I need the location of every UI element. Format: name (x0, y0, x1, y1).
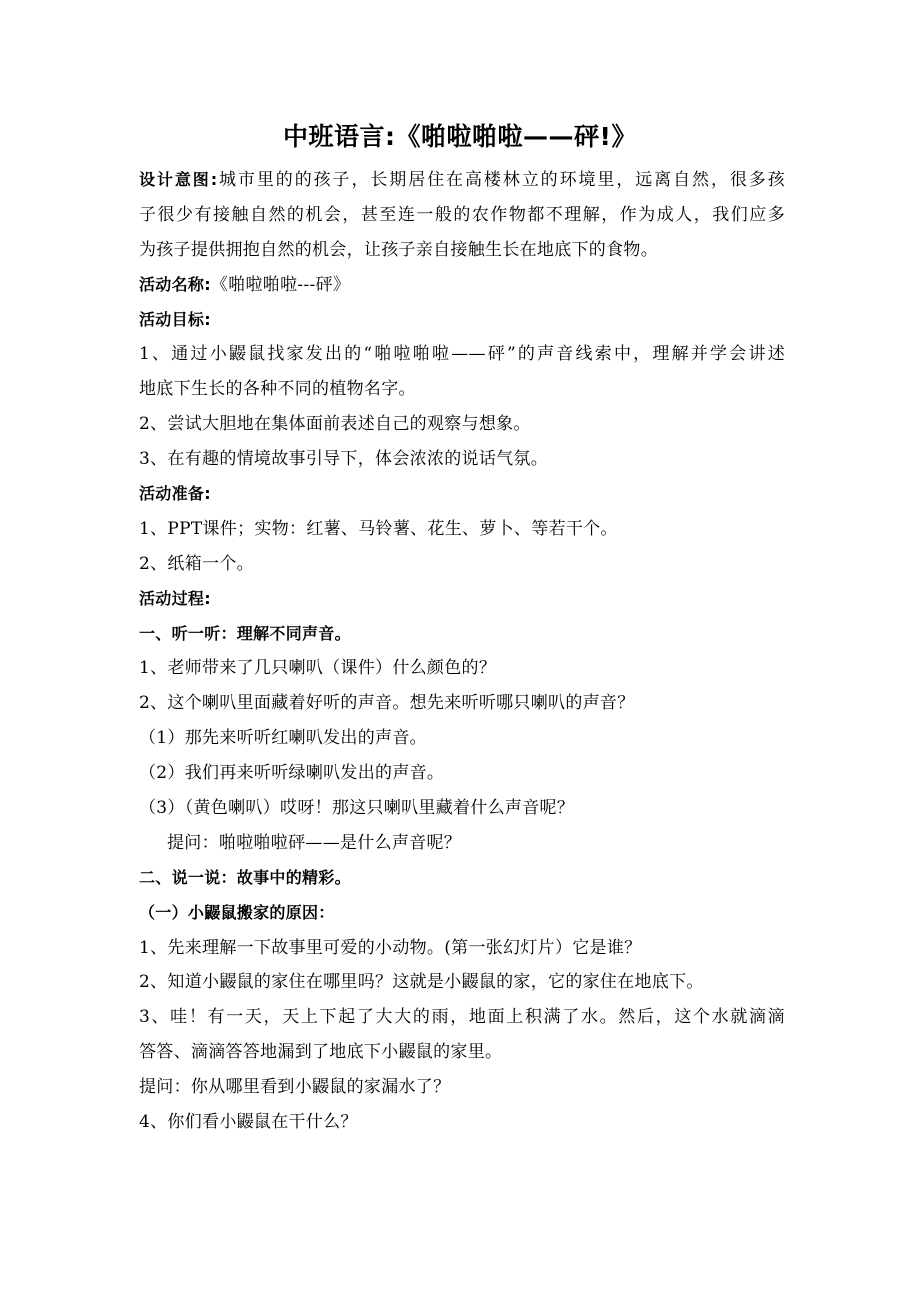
section-2-item-4: 4、你们看小鼹鼠在干什么？ (139, 1112, 358, 1133)
goal-1-line-2: 地底下生长的各种不同的植物名字。 (139, 379, 416, 400)
activity-name (139, 268, 785, 303)
goal-2: 2、尝试大胆地在集体面前表述自己的观察与想象。 (139, 414, 531, 435)
goals-heading: 活动目标: (139, 309, 211, 329)
section-1-item-1: 1、老师带来了几只喇叭（课件）什么颜色的？ (139, 658, 497, 679)
section-1-item-2b: （2）我们再来听听绿喇叭发出的声音。 (139, 763, 445, 784)
section-1-heading: 一、听一听：理解不同声音。 (139, 623, 351, 643)
preparation-1: 1、PPT课件；实物：红薯、马铃薯、花生、萝卜、等若干个。 (139, 518, 618, 539)
design-intent-separator: : (210, 170, 218, 189)
subsection-1-heading: （一）小鼹鼠搬家的原因： (139, 902, 335, 922)
section-2-item-3-line-2: 答答、滴滴答答地漏到了地底下小鼹鼠的家里。 (139, 1042, 503, 1063)
goal-1-line-1: 1、通过小鼹鼠找家发出的“啪啦啪啦——砰”的声音线索中，理解并学会讲述 (139, 344, 785, 365)
section-1-item-2: 2、这个喇叭里面藏着好听的声音。想先来听听哪只喇叭的声音？ (139, 693, 635, 714)
activity-name-label: 活动名称: (139, 274, 211, 294)
section-1-item-2c: （3）（黄色喇叭）哎呀！那这只喇叭里藏着什么声音呢？ (139, 798, 575, 819)
section-1-question: 提问：啪啦啪啦砰——是什么声音呢？ (167, 832, 462, 853)
design-intent-label: 设计意图 (139, 170, 211, 189)
design-intent-line-3: 为孩子提供拥抱自然的机会，让孩子亲自接触生长在地底下的食物。 (139, 239, 658, 260)
section-2-question: 提问：你从哪里看到小鼹鼠的家漏水了？ (139, 1077, 451, 1098)
section-2-item-3-line-1: 3、哇！有一天，天上下起了大大的雨，地面上积满了水。然后，这个水就滴滴 (139, 1007, 785, 1028)
preparation-heading: 活动准备: (139, 484, 211, 504)
document-title: 中班语言:《啪啦啪啦——砰!》 (283, 122, 637, 151)
document-body (139, 163, 785, 1140)
design-intent-text: 城市里的的孩子，长期居住在高楼林立的环境里，远离自然，很多孩 (217, 170, 786, 190)
section-2-item-2: 2、知道小鼹鼠的家住在哪里吗？这就是小鼹鼠的家，它的家住在地底下。 (139, 972, 704, 993)
goal-3: 3、在有趣的情境故事引导下，体会浓浓的说话气氛。 (139, 449, 549, 470)
design-intent-line-2: 子很少有接触自然的机会，甚至连一般的农作物都不理解，作为成人，我们应多 (139, 204, 785, 225)
design-intent-line-1 (139, 163, 785, 198)
activity-name-value: 《啪啦啪啦---砰》 (210, 274, 351, 295)
section-2-item-1: 1、先来理解一下故事里可爱的小动物。(第一张幻灯片）它是谁？ (139, 937, 642, 958)
section-2-heading: 二、说一说：故事中的精彩。 (139, 867, 351, 887)
section-1-item-2a: （1）那先来听听红喇叭发出的声音。 (139, 728, 427, 749)
preparation-2: 2、纸箱一个。 (139, 553, 254, 574)
process-heading: 活动过程: (139, 588, 211, 608)
